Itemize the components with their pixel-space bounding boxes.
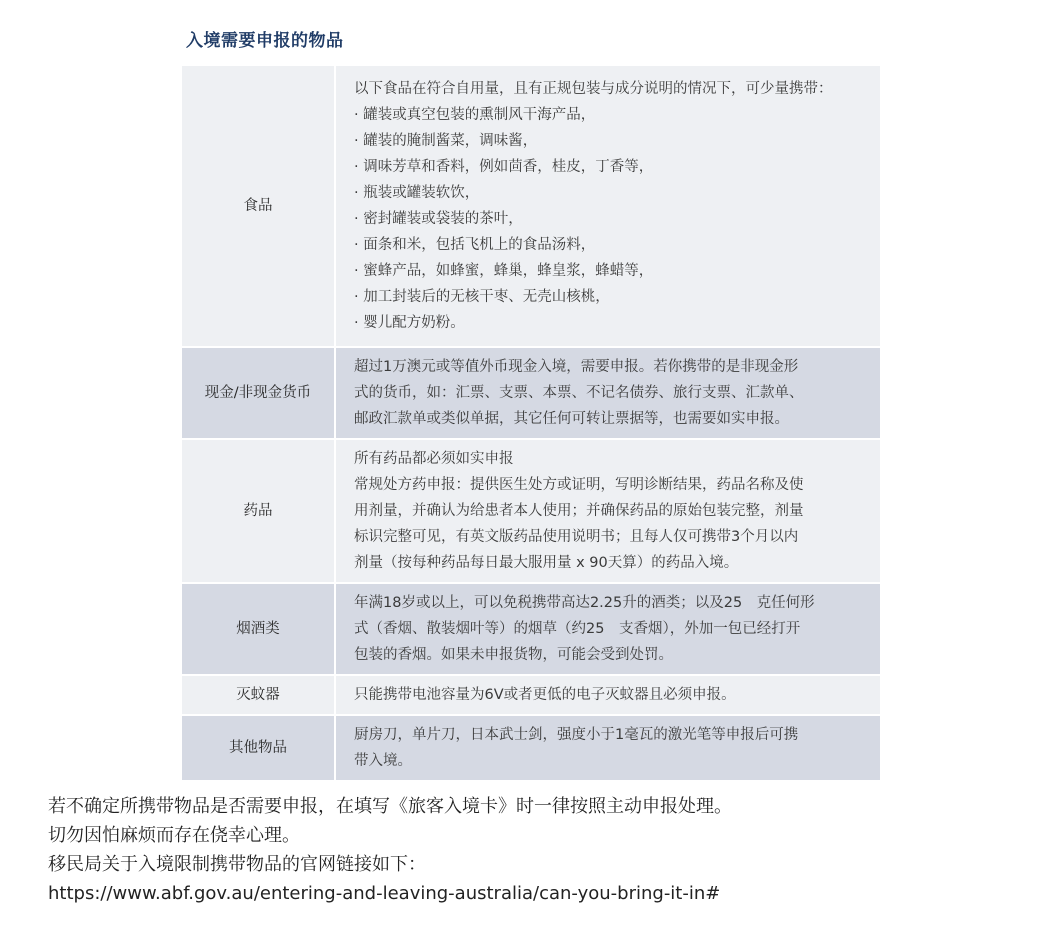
description-line: 以下食品在符合自用量，且有正规包装与成分说明的情况下，可少量携带：: [354, 81, 833, 97]
description-line: · 婴儿配方奶粉。: [354, 315, 465, 331]
description-cell: [335, 347, 880, 439]
description-line: · 瓶装或罐装软饮，: [354, 185, 480, 201]
table-row-food: [182, 66, 880, 347]
description-line: 标识完整可见，有英文版药品使用说明书；且每人仅可携带3个月以内: [354, 529, 799, 545]
official-link[interactable]: https://www.abf.gov.au/entering-and-leaving-australia/can-you-bring-it-in#: [48, 883, 721, 904]
category-cell: 现金/非现金货币: [182, 347, 335, 439]
category-cell: 灭蚊器: [182, 675, 335, 715]
category-cell: 其他物品: [182, 715, 335, 781]
description-line: · 加工封装后的无核干枣、无壳山核桃，: [354, 289, 610, 305]
description-line: 式（香烟、散装烟叶等）的烟草（约25 支香烟），外加一包已经打开: [354, 621, 801, 637]
description-line: 年满18岁或以上，可以免税携带高达2.25升的酒类；以及25 克任何形: [354, 595, 815, 611]
description-line: 常规处方药申报：提供医生处方或证明，写明诊断结果，药品名称及使: [354, 477, 804, 493]
table-row-other: [182, 715, 880, 781]
description-line: 剂量（按每种药品每日最大服用量 x 90天算）的药品入境。: [354, 555, 739, 571]
description-line: 包装的香烟。如果未申报货物，可能会受到处罚。: [354, 647, 673, 663]
table-row-mosquito-killer: [182, 675, 880, 715]
table-row-tobacco-alcohol: [182, 583, 880, 675]
description-cell: [335, 66, 880, 347]
description-line: 邮政汇款单或类似单据，其它任何可转让票据等，也需要如实申报。: [354, 411, 789, 427]
description-line: · 罐装或真空包装的熏制风干海产品，: [354, 107, 596, 123]
description-cell: [335, 439, 880, 583]
description-line: 带入境。: [354, 753, 412, 769]
table-row-medicine: [182, 439, 880, 583]
category-cell: 药品: [182, 439, 335, 583]
footer-notes: [48, 792, 732, 908]
description-line: 只能携带电池容量为6V或者更低的电子灭蚊器且必须申报。: [354, 687, 736, 703]
description-line: 超过1万澳元或等值外币现金入境，需要申报。若你携带的是非现金形: [354, 359, 799, 375]
description-line: 厨房刀，单片刀，日本武士剑，强度小于1毫瓦的激光笔等申报后可携: [354, 727, 799, 743]
description-line: 所有药品都必须如实申报: [354, 451, 514, 467]
description-line: · 调味芳草和香料，例如茴香，桂皮，丁香等，: [354, 159, 654, 175]
description-line: · 面条和米，包括飞机上的食品汤料，: [354, 237, 596, 253]
description-line: · 蜜蜂产品，如蜂蜜，蜂巢，蜂皇浆，蜂蜡等，: [354, 263, 654, 279]
footer-note: 切勿因怕麻烦而存在侥幸心理。: [48, 825, 300, 846]
footer-note: 移民局关于入境限制携带物品的官网链接如下：: [48, 854, 426, 875]
table-row-currency: [182, 347, 880, 439]
category-cell: 烟酒类: [182, 583, 335, 675]
description-line: 式的货币，如：汇票、支票、本票、不记名债券、旅行支票、汇款单、: [354, 385, 804, 401]
description-line: · 罐装的腌制酱菜，调味酱，: [354, 133, 538, 149]
description-line: 用剂量，并确认为给患者本人使用；并确保药品的原始包装完整，剂量: [354, 503, 804, 519]
description-cell: [335, 675, 880, 715]
declaration-table: [182, 66, 880, 782]
page-title: 入境需要申报的物品: [186, 31, 344, 51]
description-cell: [335, 715, 880, 781]
category-cell: 食品: [182, 66, 335, 347]
description-cell: [335, 583, 880, 675]
description-line: · 密封罐装或袋装的茶叶，: [354, 211, 523, 227]
footer-note: 若不确定所携带物品是否需要申报，在填写《旅客入境卡》时一律按照主动申报处理。: [48, 796, 732, 817]
